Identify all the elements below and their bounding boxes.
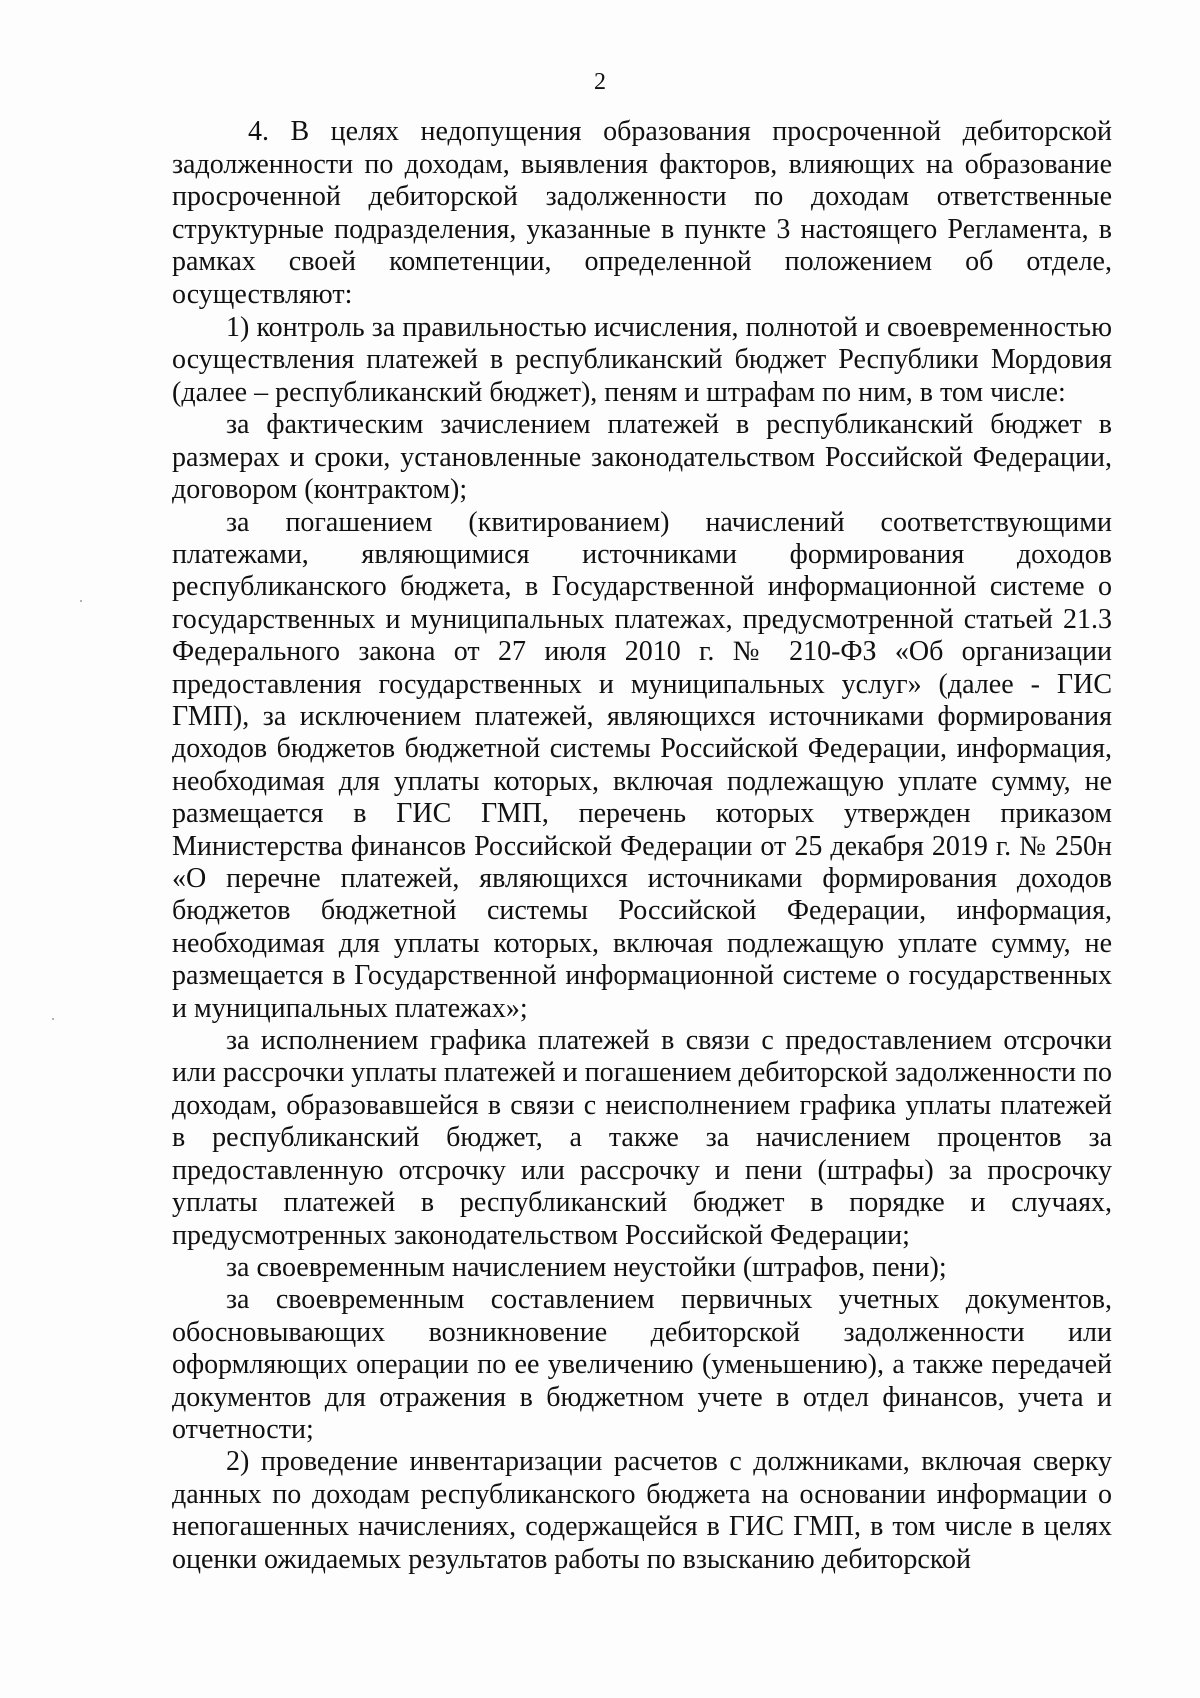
paragraph-primary-documents: за своевременным составлением первичных учетных документов, обосновывающих возникновение дебиторской задолженности или оформляющих операции по ее увеличению (уменьшению), а также передачей документов для отражения в бюджетном учете в отдел финансов, учета и отчетности; [172, 1284, 1112, 1445]
scan-speck [80, 600, 82, 602]
paragraph-gis-gmp: за погашением (квитированием) начислений соответствующими платежами, являющимися источниками формирования доходов республиканского бюджета, в Государственной информационной системе о государственных и муниципальных платежах, предусмотренной статьей 21.3 Федерального закона от 27 июля 2010 г. № 210-ФЗ «Об организации предоставления государственных и муниципальных услуг» (далее - ГИС ГМП), за исключением платежей, являющихся источниками формирования доходов бюджетов бюджетной системы Российской Федерации, информация, необходимая для уплаты которых, включая подлежащую уплате сумму, не размещается в ГИС ГМП, перечень которых утвержден приказом Министерства финансов Российской Федерации от 25 декабря 2019 г. № 250н «О перечне платежей, являющихся источниками формирования доходов бюджетов бюджетной системы Российской Федерации, информация, необходимая для уплаты которых, включая подлежащую уплате сумму, не размещается в Государственной информационной системе о государственных и муниципальных платежах»; [172, 506, 1112, 1024]
document-body [172, 116, 1112, 1576]
paragraph-payment-schedule: за исполнением графика платежей в связи с предоставлением отсрочки или рассрочки уплаты платежей и погашением дебиторской задолженности по доходам, образовавшейся в связи с неисполнением графика уплаты платежей в республиканский бюджет, а также за начислением процентов за предоставленную отсрочку или рассрочку и пени (штрафы) за просрочку уплаты платежей в республиканский бюджет в порядке и случаях, предусмотренных законодательством Российской Федерации; [172, 1025, 1112, 1251]
paragraph-actual-payments: за фактическим зачислением платежей в республиканский бюджет в размерах и сроки, установленные законодательством Российской Федерации, договором (контрактом); [172, 409, 1112, 506]
scan-speck [52, 1018, 54, 1020]
page-number: 2 [594, 69, 606, 95]
paragraph-inventory-item: 2) проведение инвентаризации расчетов с должниками, включая сверку данных по доходам республиканского бюджета на основании информации о непогашенных начислениях, содержащейся в ГИС ГМП, в том числе в целях оценки ожидаемых результатов работы по взысканию дебиторской [172, 1446, 1112, 1575]
paragraph-penalties: за своевременным начислением неустойки (штрафов, пени); [226, 1251, 947, 1283]
paragraph-clause-4: 4. В целях недопущения образования просроченной дебиторской задолженности по доходам, выявления факторов, влияющих на образование просроченной дебиторской задолженности по доходам ответственные структурные подразделения, указанные в пункте 3 настоящего Регламента, в рамках своей компетенции, определенной положением об отделе, осуществляют: [172, 116, 1112, 310]
paragraph-control-item: 1) контроль за правильностью исчисления, полнотой и своевременностью осуществления платежей в республиканский бюджет Республики Мордовия (далее – республиканский бюджет), пеням и штрафам по ним, в том числе: [172, 311, 1112, 408]
